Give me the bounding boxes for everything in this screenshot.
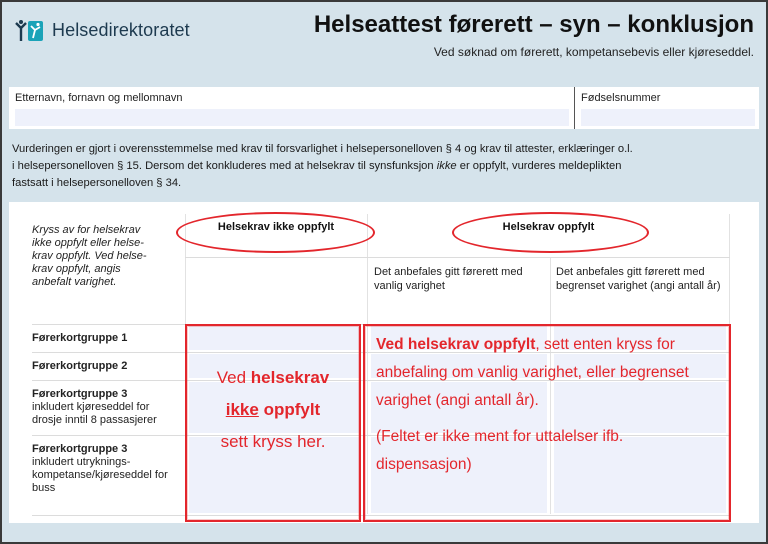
personal-info-panel — [9, 87, 759, 129]
field-divider — [574, 87, 575, 129]
highlight-oval-not-met — [176, 212, 375, 253]
row-title: Førerkortgruppe 2 — [32, 360, 128, 372]
table-instructions — [32, 224, 182, 289]
annotation-text: , sett enten kryss for anbefaling om vanlig varighet, eller begrenset varighet (angi antall år). — [376, 336, 689, 409]
name-label: Etternavn, fornavn og mellomnavn — [15, 92, 183, 104]
annotation-met — [376, 331, 721, 479]
paragraph-emphasis: ikke — [436, 160, 457, 172]
annotation-line — [187, 394, 359, 426]
annotation-line: sett kryss her. — [220, 432, 326, 451]
helsedirektoratet-logo-icon — [14, 19, 44, 43]
row-label-group1 — [32, 332, 182, 345]
legal-paragraph — [12, 141, 760, 192]
row-title: Førerkortgruppe 3 — [32, 443, 128, 455]
subheader-limited-duration: Det anbefales gitt førerett med begrenset varighet (angi antall år) — [556, 266, 721, 292]
highlight-oval-met — [452, 212, 649, 253]
instruction-line: ikke oppfylt eller helse- — [32, 237, 144, 249]
annotation-line — [187, 362, 359, 394]
header-met: Helsekrav oppfylt — [502, 221, 595, 233]
page-subtitle: Ved søknad om førerett, kompetansebevis eller kjøreseddel. — [433, 45, 754, 59]
row-label-group2 — [32, 360, 182, 373]
birth-number-label: Fødselsnummer — [581, 92, 661, 104]
paragraph-line-2 — [12, 158, 760, 175]
paragraph-line-1: Vurderingen er gjort i overensstemmelse med krav til forsvarlighet i helsepersonelloven § 4 og krav til attester, erklæringer o.l. — [12, 143, 633, 155]
brand-name: Helsedirektoratet — [52, 20, 190, 40]
annotation-text: Ved — [216, 368, 251, 387]
instruction-line: krav oppfylt, angis — [32, 263, 121, 275]
instruction-line: Kryss av for helsekrav — [32, 224, 141, 236]
annotation-paragraph — [376, 331, 721, 415]
assessment-table — [9, 202, 759, 523]
paragraph-text: er oppfylt, vurderes meldeplikten — [456, 160, 622, 172]
subheader-normal-duration: Det anbefales gitt førerett med vanlig varighet — [374, 266, 523, 292]
header-not-met: Helsekrav ikke oppfylt — [217, 221, 335, 233]
paragraph-line-3: fastsatt i helsepersonelloven § 34. — [12, 177, 182, 189]
grid-line — [185, 257, 730, 258]
row-title: Førerkortgruppe 1 — [32, 332, 128, 344]
instruction-line: krav oppfylt. Ved helse- — [32, 250, 147, 262]
birth-number-field[interactable] — [581, 109, 755, 126]
annotation-not-met — [187, 362, 359, 458]
paragraph-text: i helsepersonelloven § 15. Dersom det konkluderes med at helsekrav til synsfunksjon — [12, 160, 437, 172]
row-detail: inkludert kjøreseddel for drosje inntil 8 passasjerer — [32, 401, 157, 426]
row-title: Førerkortgruppe 3 — [32, 388, 128, 400]
annotation-bold: helsekrav — [250, 368, 330, 387]
page-title: Helseattest førerett – syn – konklusjon — [313, 11, 754, 38]
annotation-note: (Feltet er ikke ment for uttalelser ifb. dispensasjon) — [376, 428, 624, 473]
annotation-bold: oppfylt — [258, 400, 321, 419]
row-detail: inkludert utryknings-kompetanse/kjøreseddel for buss — [32, 456, 168, 494]
name-field[interactable] — [15, 109, 569, 126]
row-label-group3-taxi — [32, 388, 182, 427]
instruction-line: anbefalt varighet. — [32, 276, 117, 288]
annotation-underline: ikke — [225, 400, 259, 419]
row-label-group3-bus — [32, 443, 172, 495]
annotation-bold: Ved helsekrav oppfylt — [376, 336, 536, 353]
